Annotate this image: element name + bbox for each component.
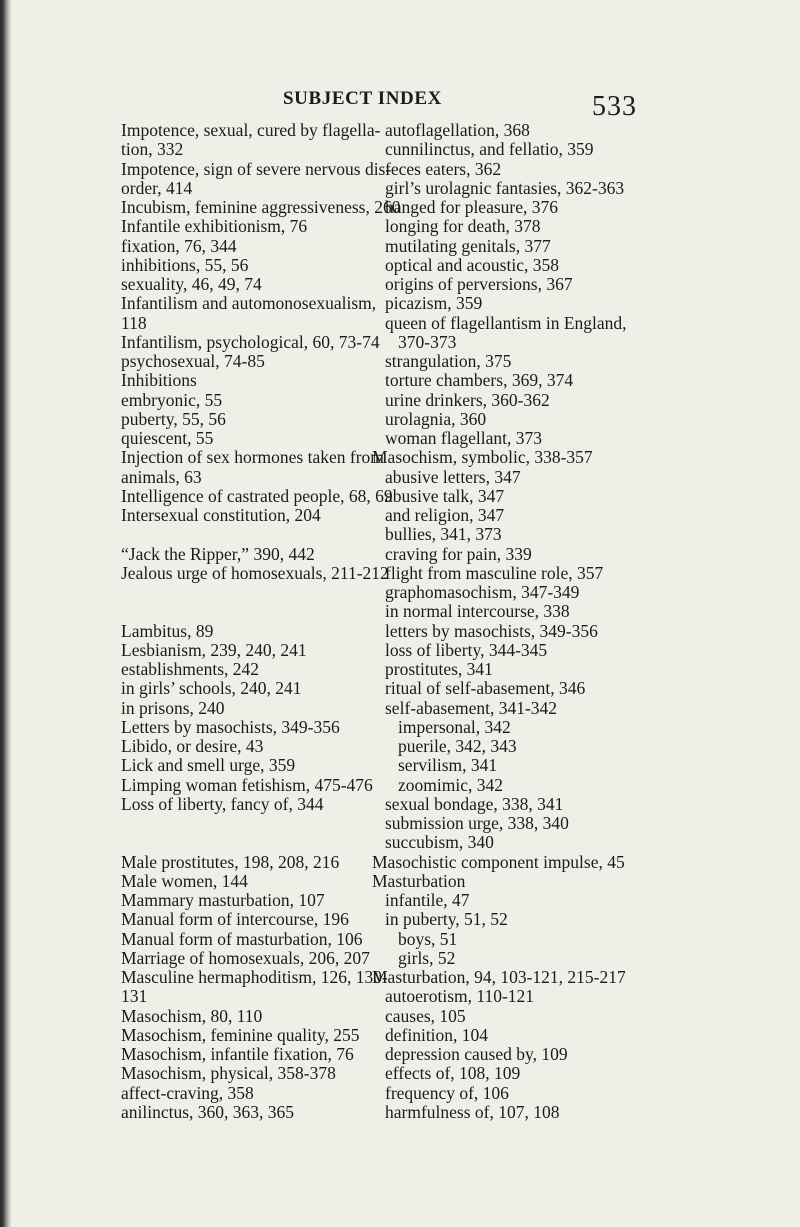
index-entry: Male women, 144 [121,870,248,891]
index-entry: in puberty, 51, 52 [385,909,508,930]
index-entry: ritual of self-abasement, 346 [385,678,586,699]
index-entry: Impotence, sexual, cured by flagella- [121,120,381,140]
index-entry: Masochism, symbolic, 338-357 [372,447,593,468]
index-entry: flight from masculine role, 357 [385,562,604,583]
index-entry: bullies, 341, 373 [385,524,502,545]
index-column-right [372,121,672,1122]
index-entry: Infantile exhibitionism, 76 [121,216,308,237]
index-spacer [121,583,371,602]
index-entry: “Jack the Ripper,” 390, 442 [121,543,315,564]
index-entry: urolagnia, 360 [385,408,487,429]
index-entry: 370-373 [398,331,457,352]
index-entry: impersonal, 342 [398,716,511,737]
index-entry: affect-craving, 358 [121,1082,254,1103]
index-entry: infantile, 47 [385,890,470,910]
index-entry: Letters by masochists, 349-356 [121,716,340,737]
running-head: SUBJECT INDEX [283,88,442,109]
index-entry: effects of, 108, 109 [385,1063,521,1084]
index-entry: feces eaters, 362 [385,158,502,179]
index-entry: sexual bondage, 338, 341 [385,793,564,814]
index-entry: definition, 104 [385,1024,489,1045]
index-entry: Masochism, physical, 358-378 [121,1063,336,1084]
index-entry: submission urge, 338, 340 [385,813,569,833]
index-entry: Mammary masturbation, 107 [121,890,325,910]
index-entry: girl’s urolagnic fantasies, 362-363 [385,177,625,198]
index-entry: Masturbation [372,870,466,891]
index-entry: Impotence, sign of severe nervous dis- [121,158,392,179]
book-binding-shadow [0,0,12,1227]
index-entry: harmfulness of, 107, 108 [385,1101,560,1122]
index-entry: Loss of liberty, fancy of, 344 [121,793,324,814]
index-entry: Jealous urge of homosexuals, 211-212 [121,562,389,583]
index-entry: order, 414 [121,177,193,198]
index-entry: sexuality, 46, 49, 74 [121,274,262,294]
index-entry: queen of flagellantism in England, [385,312,627,333]
index-entry: girls, 52 [398,947,456,968]
index-entry: inhibitions, 55, 56 [121,254,249,275]
index-spacer [121,602,371,621]
index-entry: picazism, 359 [385,293,483,314]
index-entry: servilism, 341 [398,755,498,776]
index-entry: Masturbation, 94, 103-121, 215-217 [372,967,626,987]
index-entry: prostitutes, 341 [385,659,493,679]
index-entry: Inhibitions [121,370,197,391]
index-entry: puerile, 342, 343 [398,736,517,756]
index-entry: Masochism, feminine quality, 255 [121,1024,360,1045]
index-entry: cunnilinctus, and fellatio, 359 [385,139,594,160]
index-entry: anilinctus, 360, 363, 365 [121,1101,295,1122]
index-entry: boys, 51 [398,928,458,949]
index-entry: Manual form of intercourse, 196 [121,909,349,930]
index-entry: Intersexual constitution, 204 [121,505,321,525]
index-entry: autoerotism, 110-121 [385,986,535,1007]
index-entry: Masochistic component impulse, 45 [372,851,625,872]
index-entry: Limping woman fetishism, 475-476 [121,774,373,795]
index-entry: Masochism, infantile fixation, 76 [121,1044,354,1064]
index-spacer [121,833,371,852]
index-entry: longing for death, 378 [385,216,541,237]
index-entry: puberty, 55, 56 [121,408,226,429]
index-entry: craving for pain, 339 [385,543,532,564]
index-entry: embryonic, 55 [121,389,223,410]
index-entry: Incubism, feminine aggressiveness, 260 [121,197,401,217]
index-entry: abusive letters, 347 [385,466,521,487]
index-column-left [121,120,401,1122]
index-entry: Male prostitutes, 198, 208, 216 [121,851,340,872]
index-entry: fixation, 76, 344 [121,235,237,256]
index-entry: origins of perversions, 367 [385,274,573,294]
index-entry: Libido, or desire, 43 [121,736,264,756]
index-entry: in girls’ schools, 240, 241 [121,678,302,699]
index-entry: woman flagellant, 373 [385,428,542,448]
index-entry: frequency of, 106 [385,1082,509,1103]
index-entry: mutilating genitals, 377 [385,235,551,256]
index-entry: Infantilism and automonosexualism, [121,293,377,314]
index-entry: causes, 105 [385,1005,466,1026]
index-entry: animals, 63 [121,466,202,487]
index-entry: Lambitus, 89 [121,620,214,641]
index-entry: optical and acoustic, 358 [385,254,559,275]
index-entry: Masculine hermaphoditism, 126, 130- [121,967,388,987]
index-entry: zoomimic, 342 [398,774,503,795]
page-number: 533 [592,91,637,122]
index-entry: psychosexual, 74-85 [121,351,265,371]
index-entry: tion, 332 [121,139,184,160]
index-entry: 118 [121,312,147,333]
index-entry: strangulation, 375 [385,351,512,371]
index-entry: Lick and smell urge, 359 [121,755,296,776]
index-entry: succubism, 340 [385,832,494,853]
index-entry: torture chambers, 369, 374 [385,370,574,391]
index-entry: 131 [121,986,148,1007]
index-entry: letters by masochists, 349-356 [385,620,598,641]
index-entry: Masochism, 80, 110 [121,1005,263,1026]
index-entry: self-abasement, 341-342 [385,697,558,718]
index-entry: Infantilism, psychological, 60, 73-74 [121,331,380,352]
index-entry: Injection of sex hormones taken from [121,447,384,468]
index-entry: Intelligence of castrated people, 68, 69 [121,485,393,506]
index-entry: urine drinkers, 360-362 [385,389,550,410]
index-entry: loss of liberty, 344-345 [385,639,548,660]
index-spacer [121,814,371,833]
index-entry: establishments, 242 [121,659,260,679]
index-entry: Marriage of homosexuals, 206, 207 [121,947,370,968]
index-entry: in prisons, 240 [121,697,225,718]
index-spacer [121,525,371,544]
index-entry: autoflagellation, 368 [385,120,530,140]
index-entry: depression caused by, 109 [385,1044,568,1064]
index-entry: in normal intercourse, 338 [385,601,570,622]
index-entry: and religion, 347 [385,505,505,525]
index-entry: hanged for pleasure, 376 [385,197,558,217]
index-entry: abusive talk, 347 [385,485,505,506]
index-entry: Manual form of masturbation, 106 [121,928,363,949]
index-entry: quiescent, 55 [121,428,214,448]
index-entry: graphomasochism, 347-349 [385,582,580,602]
index-entry: Lesbianism, 239, 240, 241 [121,639,307,660]
